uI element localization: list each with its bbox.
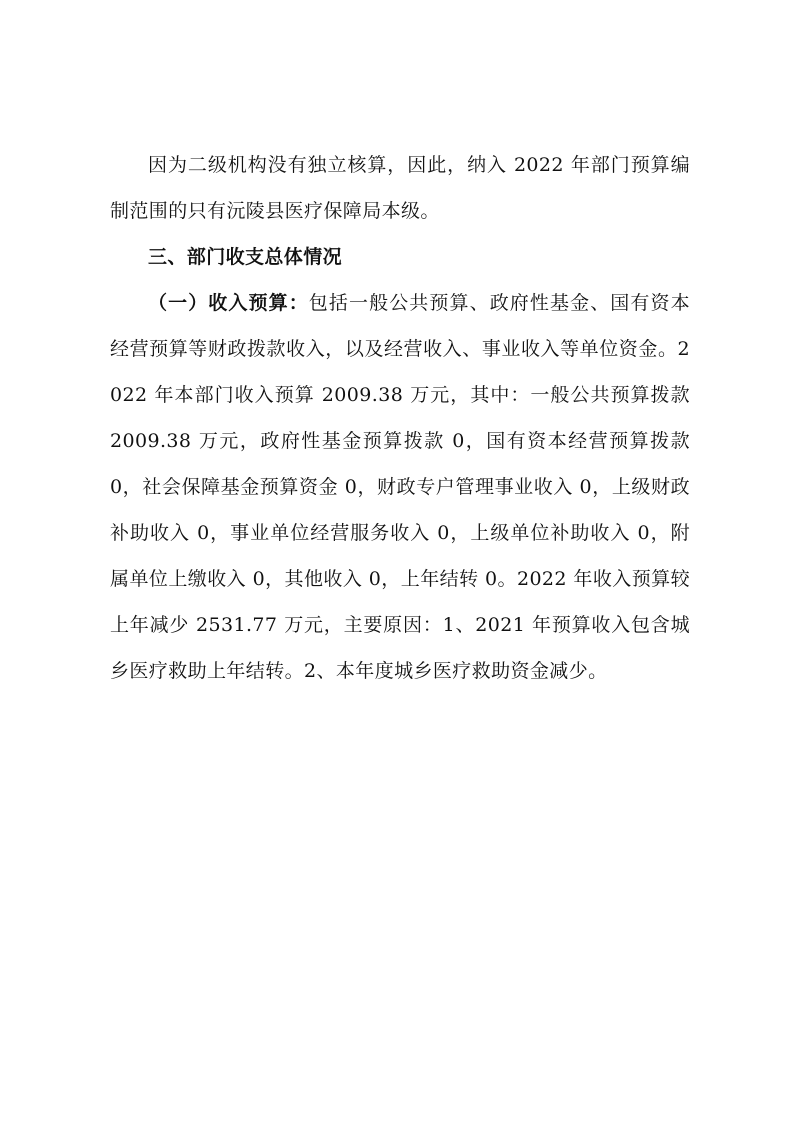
section-heading-budget-overview: 三、部门收支总体情况 bbox=[148, 246, 343, 268]
income-budget-heading: （一）收入预算： bbox=[148, 292, 309, 314]
paragraph-income-budget bbox=[110, 280, 690, 694]
paragraph-organization-scope: 因为二级机构没有独立核算，因此，纳入 2022 年部门预算编制范围的只有沅陵县医疗保障局本级。 bbox=[110, 154, 690, 222]
document-body bbox=[110, 142, 690, 694]
income-budget-text: 包括一般公共预算、政府性基金、国有资本经营预算等财政拨款收入，以及经营收入、事业收入等单位资金。2022 年本部门收入预算 2009.38 万元，其中：一般公共预算拨款 2009.38 万元，政府性基金预算拨款 0，国有资本经营预算拨款 0，社会保障基金预算资金 0，财政专户管理事业收入 0，上级财政补助收入 0，事业单位经营服务收入 0，上级单位补助收入 0，附属单位上缴收入 0，其他收入 0，上年结转 0。2022 年收入预算较上年减少 2531.77 万元，主要原因：1、2021 年预算收入包含城乡医疗救助上年结转。2、本年度城乡医疗救助资金减少。 bbox=[110, 292, 690, 682]
